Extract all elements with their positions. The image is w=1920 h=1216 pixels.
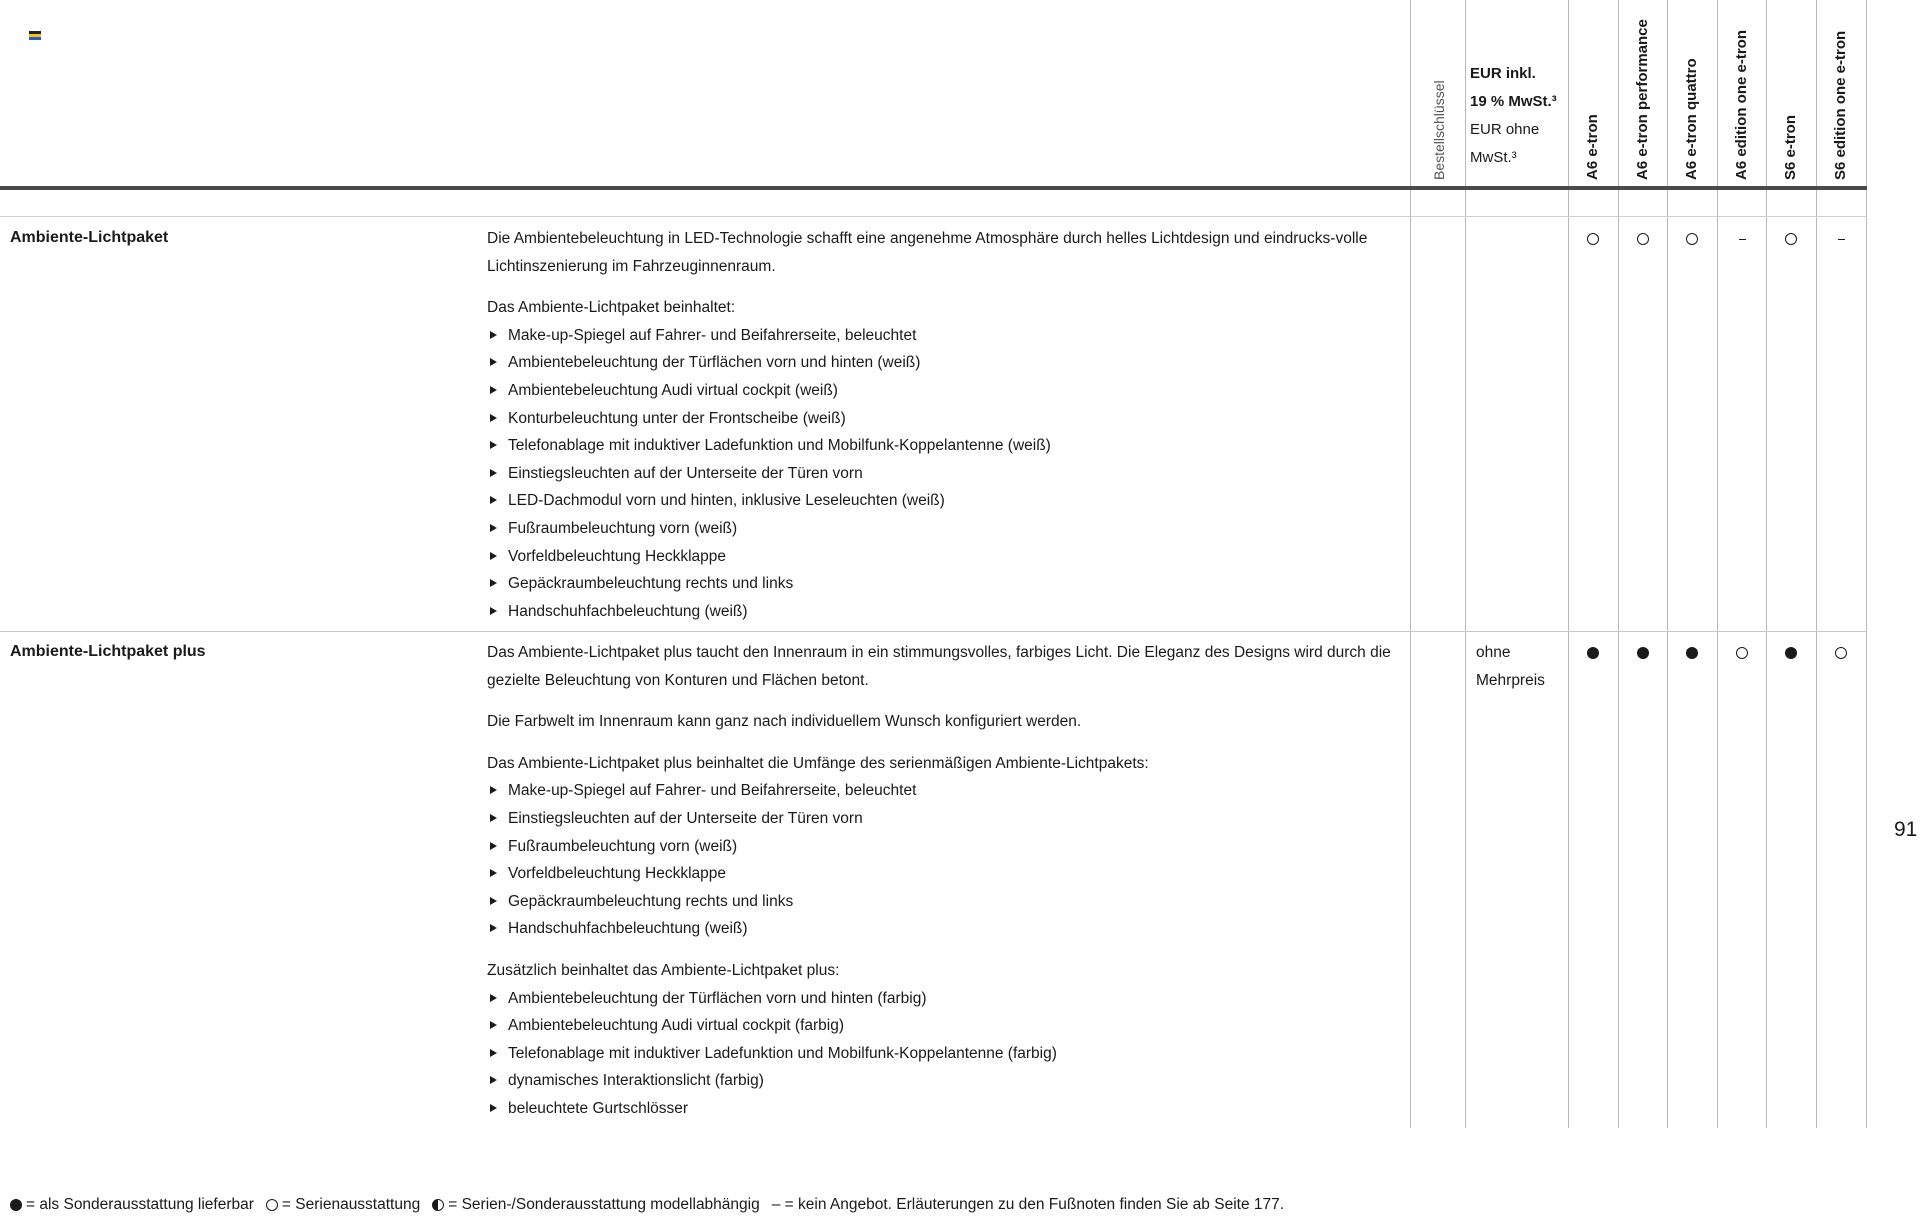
list-item: Konturbeleuchtung unter der Frontscheibe (weiß)	[487, 405, 1407, 433]
list-item: Handschuhfachbeleuchtung (weiß)	[487, 915, 1407, 943]
list-intro: Zusätzlich beinhaltet das Ambiente-Lichtpaket plus:	[487, 961, 840, 979]
filled-circle-icon	[1686, 647, 1698, 659]
filled-circle-icon	[10, 1199, 22, 1211]
availability-mark	[1583, 229, 1603, 249]
order-key-header: Bestellschlüssel	[1431, 80, 1447, 180]
availability-mark	[1781, 643, 1801, 663]
feature-description	[487, 639, 1407, 1137]
feature-description	[487, 225, 1407, 639]
column-divider	[1618, 0, 1619, 1128]
feature-list	[487, 777, 1407, 943]
brand-logo-icon	[29, 31, 41, 40]
column-divider	[1465, 0, 1466, 1128]
price-incl-line2: 19 % MwSt.³	[1470, 93, 1557, 110]
availability-mark	[1682, 643, 1702, 663]
list-item: Telefonablage mit induktiver Ladefunktion und Mobilfunk-Koppelantenne (farbig)	[487, 1040, 1407, 1068]
list-item: Ambientebeleuchtung der Türflächen vorn und hinten (weiß)	[487, 349, 1407, 377]
open-circle-icon	[1736, 647, 1748, 659]
feature-list	[487, 985, 1407, 1123]
dash-icon	[1838, 239, 1845, 240]
list-item: Handschuhfachbeleuchtung (weiß)	[487, 598, 1407, 626]
model-header: A6 edition one e-tron	[1733, 30, 1750, 180]
model-header: A6 e-tron quattro	[1683, 58, 1700, 180]
model-header: S6 edition one e-tron	[1832, 30, 1849, 180]
filled-circle-icon	[1637, 647, 1649, 659]
availability-mark	[1682, 229, 1702, 249]
legend-open: = Serienausstattung	[281, 1196, 421, 1213]
filled-circle-icon	[1587, 647, 1599, 659]
description-text: Die Ambientebeleuchtung in LED-Technologie schafft eine angenehme Atmosphäre durch helles Lichtdesign und eindrucks-volle Lichtinszenierung im Fahrzeuginnenraum.	[487, 230, 1368, 275]
list-item: LED-Dachmodul vorn und hinten, inklusive Leseleuchten (weiß)	[487, 487, 1407, 515]
column-divider	[1816, 0, 1817, 1128]
open-circle-icon	[1587, 233, 1599, 245]
list-item: Ambientebeleuchtung der Türflächen vorn und hinten (farbig)	[487, 985, 1407, 1013]
model-header: A6 e-tron performance	[1634, 19, 1651, 180]
list-item: dynamisches Interaktionslicht (farbig)	[487, 1067, 1407, 1095]
legend	[10, 1196, 1296, 1214]
legend-dash: – = kein Angebot. Erläuterungen zu den Fußnoten finden Sie ab Seite 177.	[771, 1196, 1285, 1213]
availability-mark	[1583, 643, 1603, 663]
price-excl-line2: MwSt.³	[1470, 149, 1517, 166]
availability-mark	[1831, 229, 1851, 249]
description-text: Die Farbwelt im Innenraum kann ganz nach individuellem Wunsch konfiguriert werden.	[487, 713, 1082, 731]
list-item: beleuchtete Gurtschlösser	[487, 1095, 1407, 1123]
list-item: Gepäckraumbeleuchtung rechts und links	[487, 570, 1407, 598]
list-item: Einstiegsleuchten auf der Unterseite der Türen vorn	[487, 805, 1407, 833]
header-rule	[0, 186, 1867, 190]
list-item: Vorfeldbeleuchtung Heckklappe	[487, 543, 1407, 571]
availability-mark	[1633, 229, 1653, 249]
availability-mark	[1831, 643, 1851, 663]
column-divider	[1667, 0, 1668, 1128]
open-circle-icon	[1835, 647, 1847, 659]
filled-circle-icon	[1785, 647, 1797, 659]
list-intro: Das Ambiente-Lichtpaket plus beinhaltet die Umfänge des serienmäßigen Ambiente-Lichtpakets:	[487, 754, 1149, 772]
column-divider	[1766, 0, 1767, 1128]
open-circle-icon	[1637, 233, 1649, 245]
list-item: Fußraumbeleuchtung vorn (weiß)	[487, 833, 1407, 861]
list-item: Telefonablage mit induktiver Ladefunktion und Mobilfunk-Koppelantenne (weiß)	[487, 432, 1407, 460]
open-circle-icon	[1686, 233, 1698, 245]
price-incl-line1: EUR inkl.	[1470, 65, 1536, 82]
half-circle-icon	[432, 1199, 444, 1211]
header-rule-thin	[0, 216, 1867, 217]
column-divider	[1717, 0, 1718, 1128]
list-item: Make-up-Spiegel auf Fahrer- und Beifahrerseite, beleuchtet	[487, 322, 1407, 350]
legend-half: = Serien-/Sonderausstattung modellabhängig	[448, 1196, 760, 1213]
list-item: Ambientebeleuchtung Audi virtual cockpit (weiß)	[487, 377, 1407, 405]
list-item: Gepäckraumbeleuchtung rechts und links	[487, 888, 1407, 916]
availability-mark	[1781, 229, 1801, 249]
legend-full: = als Sonderausstattung lieferbar	[26, 1196, 254, 1213]
list-item: Fußraumbeleuchtung vorn (weiß)	[487, 515, 1407, 543]
model-header: A6 e-tron	[1584, 114, 1601, 180]
availability-mark	[1732, 229, 1752, 249]
list-item: Ambientebeleuchtung Audi virtual cockpit (farbig)	[487, 1012, 1407, 1040]
page-number: 91	[1894, 818, 1918, 841]
feature-name: Ambiente-Lichtpaket plus	[10, 643, 206, 660]
price-line: Mehrpreis	[1476, 672, 1545, 689]
price-line: ohne	[1476, 644, 1511, 661]
dash-icon	[1739, 239, 1746, 240]
price-excl-line1: EUR ohne	[1470, 121, 1540, 138]
price-header	[1470, 60, 1570, 172]
row-divider	[0, 631, 1867, 632]
feature-name: Ambiente-Lichtpaket	[10, 229, 169, 246]
list-intro: Das Ambiente-Lichtpaket beinhaltet:	[487, 299, 736, 317]
description-text: Das Ambiente-Lichtpaket plus taucht den Innenraum in ein stimmungsvolles, farbiges Licht. Die Eleganz des Designs wird durch die gezielte Beleuchtung von Konturen und Flächen betont.	[487, 644, 1391, 689]
availability-mark	[1633, 643, 1653, 663]
model-header: S6 e-tron	[1782, 114, 1799, 180]
list-item: Vorfeldbeleuchtung Heckklappe	[487, 860, 1407, 888]
list-item: Einstiegsleuchten auf der Unterseite der Türen vorn	[487, 460, 1407, 488]
availability-mark	[1732, 643, 1752, 663]
price-cell	[1476, 639, 1566, 695]
column-divider	[1410, 0, 1411, 1128]
open-circle-icon	[266, 1199, 278, 1211]
column-divider	[1866, 0, 1867, 1128]
open-circle-icon	[1785, 233, 1797, 245]
feature-list	[487, 322, 1407, 626]
list-item: Make-up-Spiegel auf Fahrer- und Beifahrerseite, beleuchtet	[487, 777, 1407, 805]
